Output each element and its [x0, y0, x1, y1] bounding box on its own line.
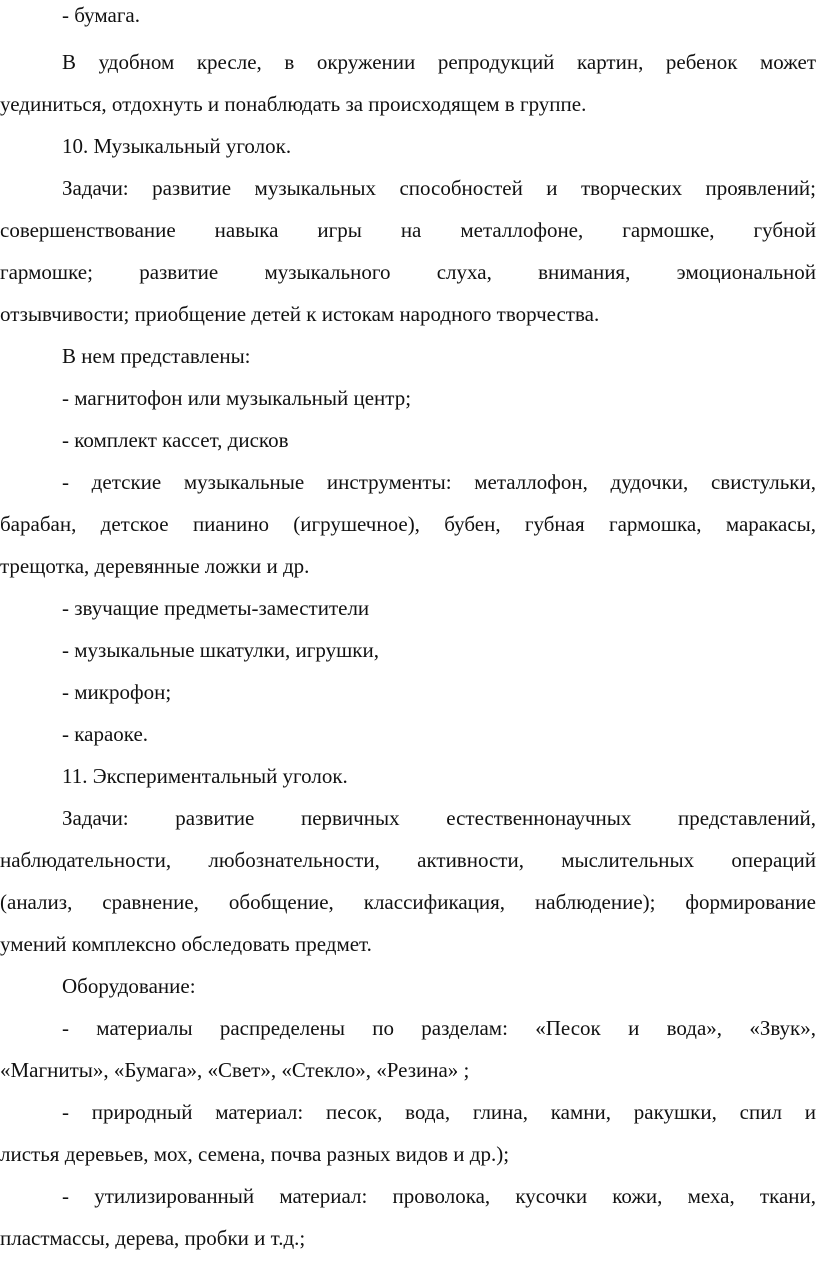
paragraph-line: совершенствование навыка игры на металлофоне, гармошке, губной [0, 218, 816, 242]
list-item: - бумага. [62, 3, 141, 27]
section-heading: 11. Экспериментальный уголок. [62, 764, 348, 788]
section-heading: 10. Музыкальный уголок. [62, 134, 292, 158]
list-item: - утилизированный материал: проволока, кусочки кожи, меха, ткани, [62, 1184, 816, 1208]
paragraph-line: Задачи: развитие первичных естественнонаучных представлений, [62, 806, 816, 830]
list-item: - музыкальные шкатулки, игрушки, [62, 638, 379, 662]
paragraph-line: «Магниты», «Бумага», «Свет», «Стекло», «Резина» ; [0, 1058, 470, 1082]
paragraph-line: В нем представлены: [62, 344, 251, 368]
list-item: - природный материал: песок, вода, глина, камни, ракушки, спил и [62, 1100, 816, 1124]
paragraph-line: листья деревьев, мох, семена, почва разных видов и др.); [0, 1142, 510, 1166]
paragraph-line: трещотка, деревянные ложки и др. [0, 554, 310, 578]
paragraph-line: умений комплексно обследовать предмет. [0, 932, 372, 956]
paragraph-line: Оборудование: [62, 974, 196, 998]
list-item: - комплект кассет, дисков [62, 428, 289, 452]
paragraph-line: пластмассы, дерева, пробки и т.д.; [0, 1226, 306, 1250]
list-item: - караоке. [62, 722, 149, 746]
paragraph-line: уединиться, отдохнуть и понаблюдать за происходящем в группе. [0, 92, 587, 116]
paragraph-line: гармошке; развитие музыкального слуха, внимания, эмоциональной [0, 260, 816, 284]
paragraph-line: Задачи: развитие музыкальных способностей и творческих проявлений; [62, 176, 816, 200]
paragraph-line: (анализ, сравнение, обобщение, классификация, наблюдение); формирование [0, 890, 816, 914]
list-item: - звучащие предметы-заместители [62, 596, 370, 620]
list-item: - материалы распределены по разделам: «Песок и вода», «Звук», [62, 1016, 816, 1040]
list-item: - детские музыкальные инструменты: металлофон, дудочки, свистульки, [62, 470, 816, 494]
list-item: - магнитофон или музыкальный центр; [62, 386, 412, 410]
list-item: - микрофон; [62, 680, 172, 704]
paragraph-line: барабан, детское пианино (игрушечное), бубен, губная гармошка, маракасы, [0, 512, 816, 536]
paragraph-line: В удобном кресле, в окружении репродукций картин, ребенок может [62, 50, 816, 74]
paragraph-line: отзывчивости; приобщение детей к истокам народного творчества. [0, 302, 600, 326]
paragraph-line: наблюдательности, любознательности, активности, мыслительных операций [0, 848, 816, 872]
